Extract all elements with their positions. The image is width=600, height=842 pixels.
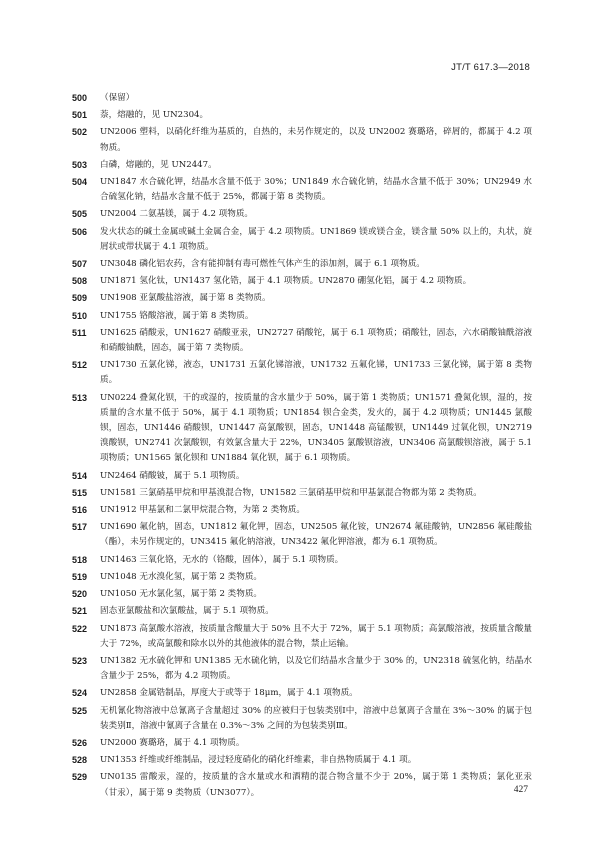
special-provisions-list bbox=[72, 91, 532, 803]
provision-number: 526 bbox=[72, 737, 88, 748]
provision-entry bbox=[72, 358, 532, 388]
provision-number: 524 bbox=[72, 688, 88, 699]
provision-number: 503 bbox=[72, 159, 88, 170]
provision-entry bbox=[72, 503, 532, 518]
provision-number: 525 bbox=[72, 705, 88, 716]
provision-entry bbox=[72, 704, 532, 734]
provision-text: UN1908 亚氯酸盐溶液，属于第 8 类物质。 bbox=[100, 293, 271, 304]
provision-number: 515 bbox=[72, 487, 88, 498]
provision-text: UN1050 无水氯化氢，属于第 2 类物质。 bbox=[100, 589, 263, 600]
provision-number: 501 bbox=[72, 110, 88, 121]
provision-number: 518 bbox=[72, 554, 88, 565]
provision-entry bbox=[72, 291, 532, 306]
provision-text: UN1847 水合硫化钾，结晶水含量不低于 30%；UN1849 水合硫化钠，结晶水含量不低于 30%；UN2949 水合硫氢化钠，结晶水含量不低于 25%，都属于第 8 类物质。 bbox=[100, 177, 532, 203]
provision-number: 507 bbox=[72, 259, 88, 270]
provision-text: 固态亚氯酸盐和次氯酸盐，属于 5.1 项物质。 bbox=[100, 606, 274, 617]
provision-entry bbox=[72, 125, 532, 155]
provision-number: 523 bbox=[72, 655, 88, 666]
provision-text: 萘，熔融的，见 UN2304。 bbox=[100, 110, 209, 121]
provision-entry bbox=[72, 175, 532, 205]
provision-text: UN3048 磷化铝农药，含有能抑制有毒可燃性气体产生的添加剂，属于 6.1 项物质。 bbox=[100, 259, 425, 270]
provision-text: UN2464 硝酸铍，属于 5.1 项物质。 bbox=[100, 470, 245, 481]
provision-entry bbox=[72, 770, 532, 800]
provision-entry bbox=[72, 274, 532, 289]
provision-entry bbox=[72, 326, 532, 356]
provision-text: UN1353 纤维或纤维制品，浸过轻度硝化的硝化纤维素，非自热物质属于 4.1 项。 bbox=[100, 755, 417, 766]
provision-entry bbox=[72, 604, 532, 619]
provision-number: 529 bbox=[72, 772, 88, 783]
provision-text: 白磷，熔融的，见 UN2447。 bbox=[100, 159, 217, 170]
provision-text: UN2858 金属锆制品，厚度大于或等于 18μm，属于 4.1 项物质。 bbox=[100, 688, 358, 699]
provision-text: UN2000 赛璐珞，属于 4.1 项物质。 bbox=[100, 737, 245, 748]
provision-text: 无机氰化物溶液中总氰离子含量超过 30% 的应被归于包装类别Ⅰ中，溶液中总氰离子含量在 3%～30% 的属于包装类别Ⅱ，溶液中氰离子含量在 0.3%～3% 之间的为包装类别Ⅲ。 bbox=[100, 705, 532, 731]
provision-entry bbox=[72, 654, 532, 684]
provision-number: 521 bbox=[72, 606, 88, 617]
provision-text: UN1690 氟化钠，固态，UN1812 氟化钾，固态，UN2505 氟化铵，UN2674 氟硅酸钠，UN2856 氟硅酸盐（酯），未另作规定的，UN3415 氟化钠溶液，UN3422 氟化钾溶液，都为 6.1 项物质。 bbox=[100, 522, 532, 548]
provision-entry bbox=[72, 553, 532, 568]
provision-number: 522 bbox=[72, 623, 88, 634]
provision-entry bbox=[72, 753, 532, 768]
page-number: 427 bbox=[513, 785, 528, 795]
provision-text: UN1382 无水硫化钾和 UN1385 无水硫化钠，以及它们结晶水含量少于 30% 的，UN2318 硫氢化钠，结晶水含量少于 25%，都为 4.2 项物质。 bbox=[100, 655, 532, 682]
provision-text: UN1048 无水溴化氢，属于第 2 类物质。 bbox=[100, 571, 263, 582]
provision-text: 发火状态的碱土金属或碱土金属合金，属于 4.2 项物质。UN1869 镁或镁合金，镁含量 50% 以上的，丸状，旋屑状或带状属于 4.1 项物质。 bbox=[100, 226, 532, 252]
provision-text: UN1581 三氯硝基甲烷和甲基溴混合物，UN1582 三氯硝基甲烷和甲基氯混合物都为第 2 类物质。 bbox=[100, 487, 482, 498]
provision-number: 506 bbox=[72, 226, 88, 237]
provision-entry bbox=[72, 622, 532, 652]
provision-text: （保留） bbox=[100, 93, 135, 103]
provision-entry bbox=[72, 91, 532, 106]
provision-text: UN1730 五氯化锑，液态，UN1731 五氯化锑溶液，UN1732 五氟化锑，UN1733 三氯化锑，属于第 8 类物质。 bbox=[100, 360, 532, 386]
provision-text: UN0135 雷酸汞，湿的，按质量的含水量或水和酒精的混合物含量不少于 20%，属于第 1 类物质；氯化亚汞（甘汞），属于第 9 类物质（UN3077）。 bbox=[100, 772, 532, 798]
provision-text: UN2004 二氨基镁，属于 4.2 项物质。 bbox=[100, 209, 254, 220]
provision-number: 514 bbox=[72, 470, 88, 481]
provision-number: 517 bbox=[72, 522, 88, 533]
provision-text: UN1873 高氯酸水溶液，按质量含酸量大于 50% 且不大于 72%，属于 5.1 项物质；高氯酸溶液，按质量含酸量大于 72%，或高氯酸和除水以外的其他液体的混合物，禁止运输。 bbox=[100, 623, 532, 649]
provision-entry bbox=[72, 686, 532, 701]
provision-text: UN1871 氢化钛，UN1437 氢化锆，属于 4.1 项物质。UN2870 硼氢化铝，属于 4.2 项物质。 bbox=[100, 276, 472, 287]
provision-entry bbox=[72, 520, 532, 550]
provision-number: 513 bbox=[72, 392, 88, 403]
provision-number: 505 bbox=[72, 209, 88, 220]
provision-number: 512 bbox=[72, 360, 88, 371]
provision-number: 520 bbox=[72, 589, 88, 600]
provision-number: 508 bbox=[72, 276, 88, 287]
provision-text: UN1912 甲基氯和二氯甲烷混合物，为第 2 类物质。 bbox=[100, 505, 305, 516]
provision-number: 502 bbox=[72, 127, 88, 138]
provision-entry bbox=[72, 486, 532, 501]
provision-entry bbox=[72, 225, 532, 255]
provision-number: 504 bbox=[72, 177, 88, 188]
provision-number: 500 bbox=[72, 93, 88, 103]
provision-number: 509 bbox=[72, 293, 88, 304]
provision-number: 528 bbox=[72, 755, 88, 766]
provision-entry bbox=[72, 309, 532, 324]
provision-text: UN1755 铬酸溶液，属于第 8 类物质。 bbox=[100, 310, 254, 321]
provision-entry bbox=[72, 108, 532, 123]
provision-entry bbox=[72, 736, 532, 751]
provision-number: 510 bbox=[72, 310, 88, 321]
provision-entry bbox=[72, 158, 532, 173]
provision-number: 511 bbox=[72, 327, 87, 338]
provision-entry bbox=[72, 391, 532, 467]
provision-text: UN0224 叠氮化钡，干的或湿的，按质量的含水量少于 50%，属于第 1 类物质；UN1571 叠氮化钡，湿的，按质量的含水量不低于 50%，属于 4.1 项物质；UN1854 钡合金类，发火的，属于 4.2 项物质；UN1445 氯酸钡，固态，UN1446 硝酸钡，UN1447 高氯酸钡，固态，UN1448 高锰酸钡，UN1449 过氧化钡，UN2719 溴酸钡，UN2741 次氯酸钡，有效氯含量大于 22%，UN3405 氯酸钡溶液，UN3406 高氯酸钡溶液，属于 5.1 项物质；UN1565 氰化钡和 UN1884 氧化钡，属于 6.1 项物质。 bbox=[100, 392, 532, 464]
provision-entry bbox=[72, 469, 532, 484]
provision-text: UN2006 塑料，以硝化纤维为基质的，自热的，未另作规定的，以及 UN2002 赛璐珞，碎屑的，都属于 4.2 项物质。 bbox=[100, 127, 532, 153]
provision-entry bbox=[72, 570, 532, 585]
provision-entry bbox=[72, 257, 532, 272]
standard-code-header: JT/T 617.3—2018 bbox=[451, 62, 530, 73]
provision-text: UN1625 硝酸汞，UN1627 硝酸亚汞，UN2727 硝酸铊，属于 6.1 项物质；硝酸钍，固态，六水硝酸铀酰溶液和硝酸铀酰，固态，属于第 7 类物质。 bbox=[100, 327, 532, 354]
provision-number: 516 bbox=[72, 505, 88, 516]
provision-text: UN1463 三氧化铬，无水的（铬酸，固体），属于 5.1 项物质。 bbox=[100, 554, 344, 565]
provision-number: 519 bbox=[72, 571, 88, 582]
provision-entry bbox=[72, 587, 532, 602]
provision-entry bbox=[72, 207, 532, 222]
